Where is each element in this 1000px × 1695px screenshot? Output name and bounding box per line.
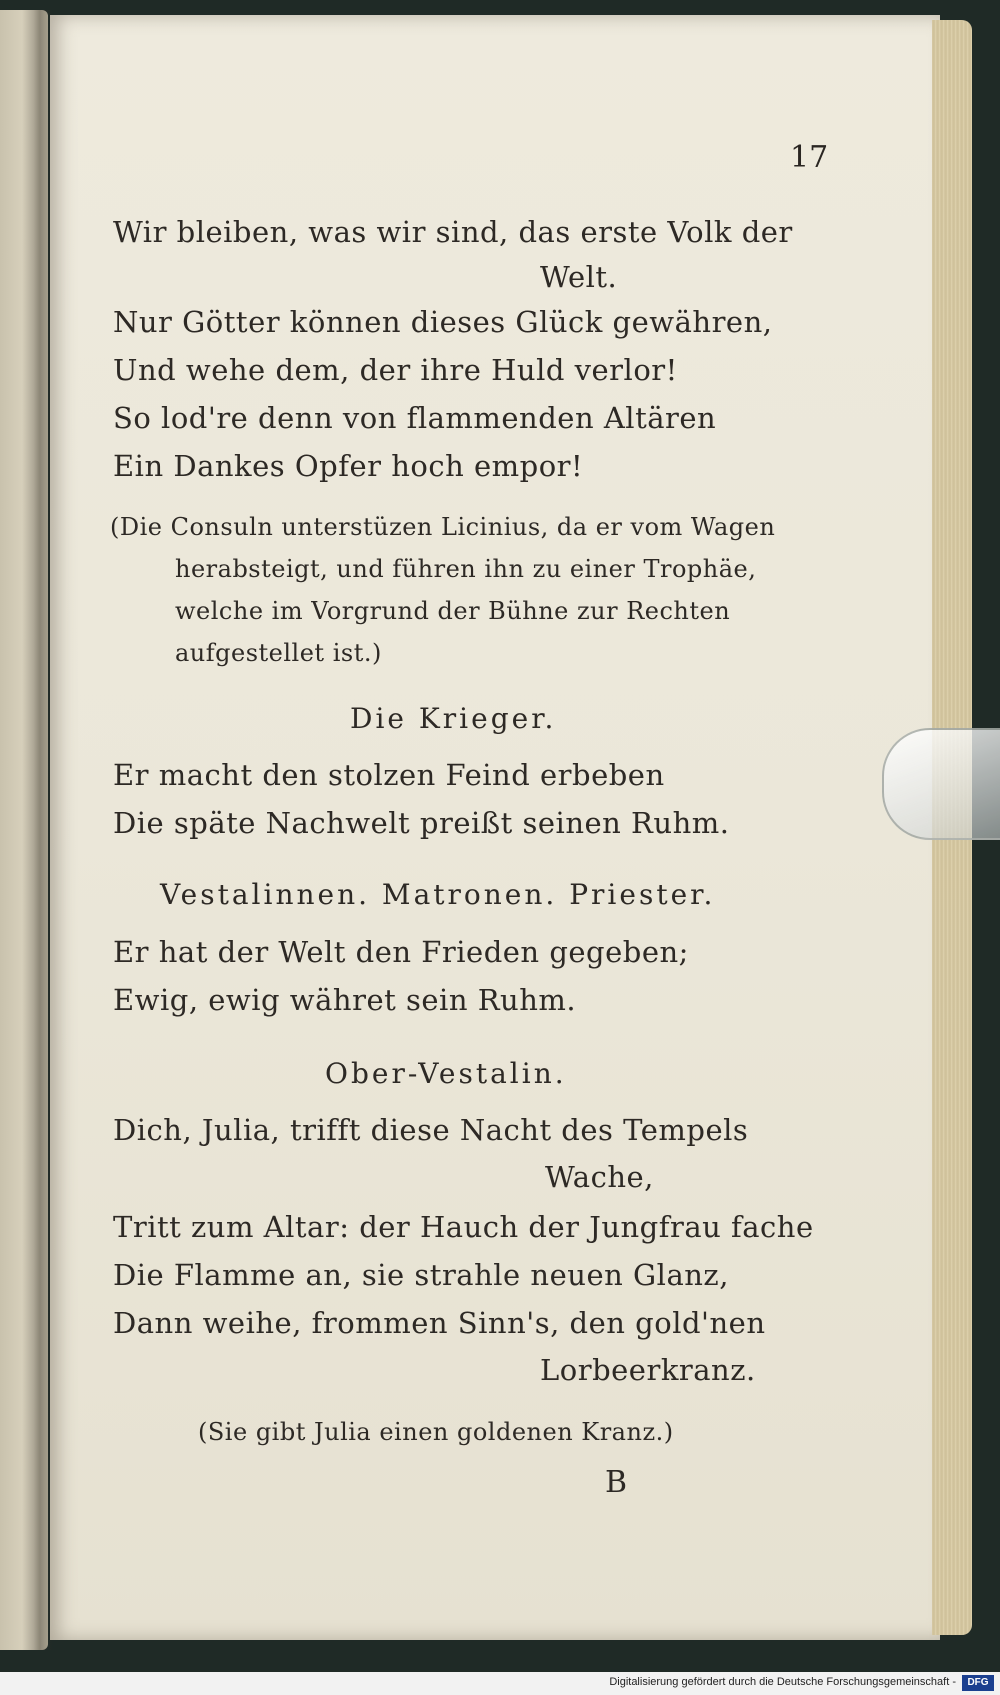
verse-line: Die Flamme an, sie strahle neuen Glanz, bbox=[113, 1258, 729, 1292]
verse-line: So lod're denn von flammenden Altären bbox=[113, 401, 717, 435]
speaker-heading: Ober-Vestalin. bbox=[325, 1057, 567, 1090]
verse-line: Welt. bbox=[540, 260, 618, 294]
dfg-logo: DFG bbox=[962, 1675, 994, 1691]
page-clip bbox=[882, 728, 1000, 840]
verse-line: Die späte Nachwelt preißt seinen Ruhm. bbox=[113, 806, 730, 840]
footer-bar bbox=[0, 1672, 1000, 1695]
book-gutter bbox=[22, 10, 52, 1650]
page-number: 17 bbox=[790, 140, 829, 175]
verse-line: Dann weihe, frommen Sinn's, den gold'nen bbox=[113, 1306, 766, 1340]
verse-line: Er hat der Welt den Frieden gegeben; bbox=[113, 935, 689, 969]
stage-direction: (Die Consuln unterstüzen Licinius, da er vom Wagen bbox=[110, 513, 776, 541]
verse-line: Tritt zum Altar: der Hauch der Jungfrau fache bbox=[113, 1210, 814, 1244]
catchword: B bbox=[605, 1465, 628, 1500]
verse-line: Ewig, ewig währet sein Ruhm. bbox=[113, 983, 577, 1017]
speaker-heading: Vestalinnen. Matronen. Priester. bbox=[160, 878, 716, 911]
stage-direction: (Sie gibt Julia einen goldenen Kranz.) bbox=[198, 1418, 674, 1446]
verse-line: Dich, Julia, trifft diese Nacht des Tempels bbox=[113, 1113, 749, 1147]
verse-line: Und wehe dem, der ihre Huld verlor! bbox=[113, 353, 678, 387]
stage-direction: welche im Vorgrund der Bühne zur Rechten bbox=[175, 597, 731, 625]
stage-direction: herabsteigt, und führen ihn zu einer Trophäe, bbox=[175, 555, 757, 583]
verse-line: Er macht den stolzen Feind erbeben bbox=[113, 758, 665, 792]
verse-line: Ein Dankes Opfer hoch empor! bbox=[113, 449, 584, 483]
footer-credit: Digitalisierung gefördert durch die Deutsche Forschungsgemeinschaft - bbox=[609, 1676, 956, 1688]
verse-line: Nur Götter können dieses Glück gewähren, bbox=[113, 305, 773, 339]
stage-direction: aufgestellet ist.) bbox=[175, 639, 382, 667]
speaker-heading: Die Krieger. bbox=[350, 702, 557, 735]
verse-line: Lorbeerkranz. bbox=[540, 1353, 756, 1387]
verse-line: Wir bleiben, was wir sind, das erste Volk der bbox=[113, 215, 793, 249]
verse-line: Wache, bbox=[545, 1160, 654, 1194]
